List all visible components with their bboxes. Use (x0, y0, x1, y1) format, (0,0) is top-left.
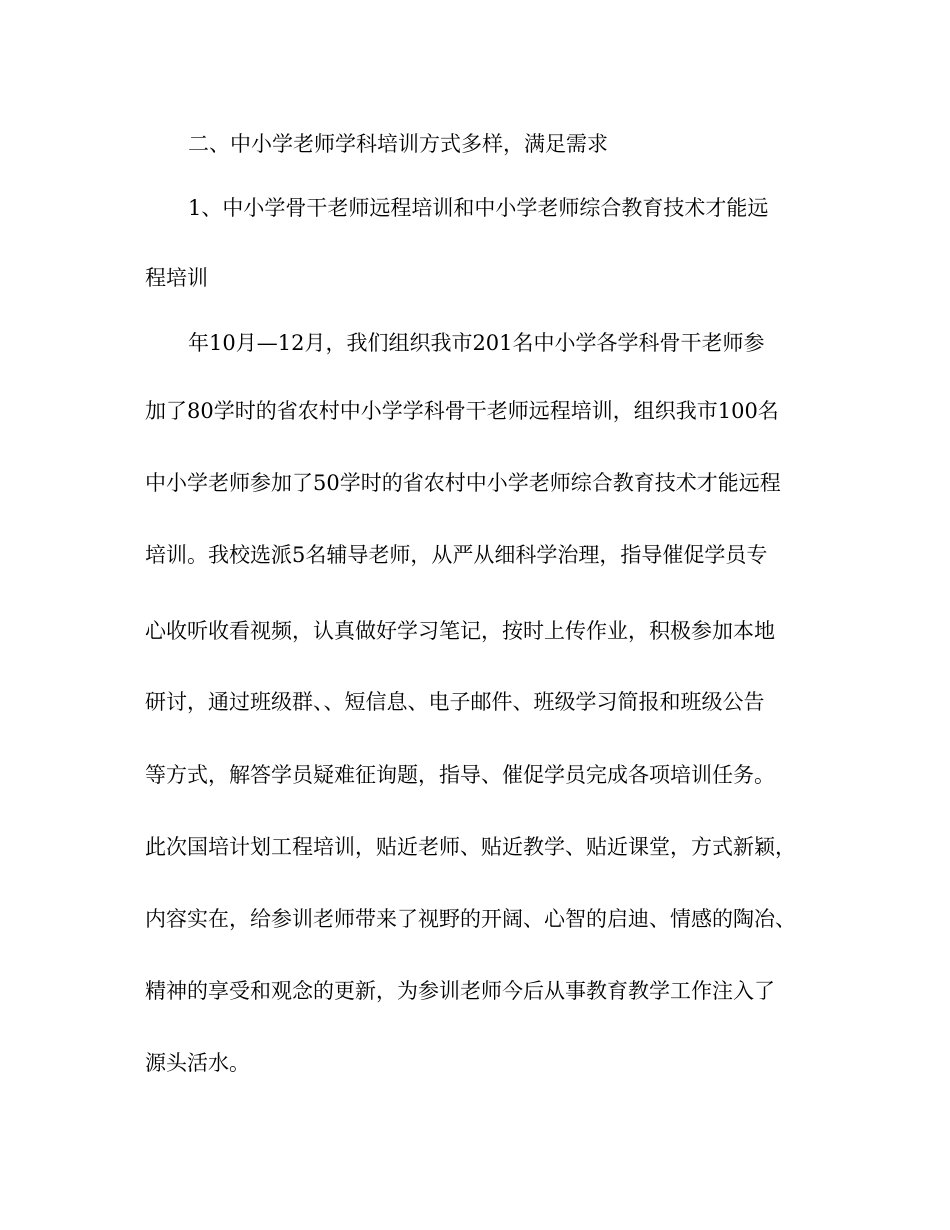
paragraph-line: 培训。我校选派5名辅导老师，从严从细科学治理，指导催促学员专 (145, 543, 768, 567)
paragraph-line: 年10月—12月，我们组织我市201名中小学各学科骨干老师参 (188, 331, 765, 355)
paragraph-line: 中小学老师参加了50学时的省农村中小学老师综合教育技术才能远程 (145, 471, 781, 495)
paragraph-line: 研讨，通过班级群、、短信息、电子邮件、班级学习简报和班级公告 (145, 690, 765, 714)
subsection-heading: 1、中小学骨干老师远程培训和中小学老师综合教育技术才能远 (188, 196, 769, 220)
paragraph-line: 此次国培计划工程培训，贴近老师、贴近教学、贴近课堂，方式新颖， (145, 835, 796, 859)
paragraph-line: 精神的享受和观念的更新，为参训老师今后从事教育教学工作注入了 (145, 979, 775, 1003)
paragraph-line: 内容实在，给参训老师带来了视野的开阔、心智的启迪、情感的陶冶、 (145, 907, 796, 931)
paragraph-line: 心收听收看视频，认真做好学习笔记，按时上传作业，积极参加本地 (145, 619, 775, 643)
paragraph-line: 源头活水。 (145, 1051, 250, 1075)
paragraph-line: 等方式，解答学员疑难征询题，指导、催促学员完成各项培训任务。 (145, 763, 775, 787)
section-heading: 二、中小学老师学科培训方式多样，满足需求 (188, 132, 608, 156)
subsection-heading-continued: 程培训 (145, 266, 208, 290)
paragraph-line: 加了80学时的省农村中小学学科骨干老师远程培训，组织我市100名 (145, 399, 779, 423)
